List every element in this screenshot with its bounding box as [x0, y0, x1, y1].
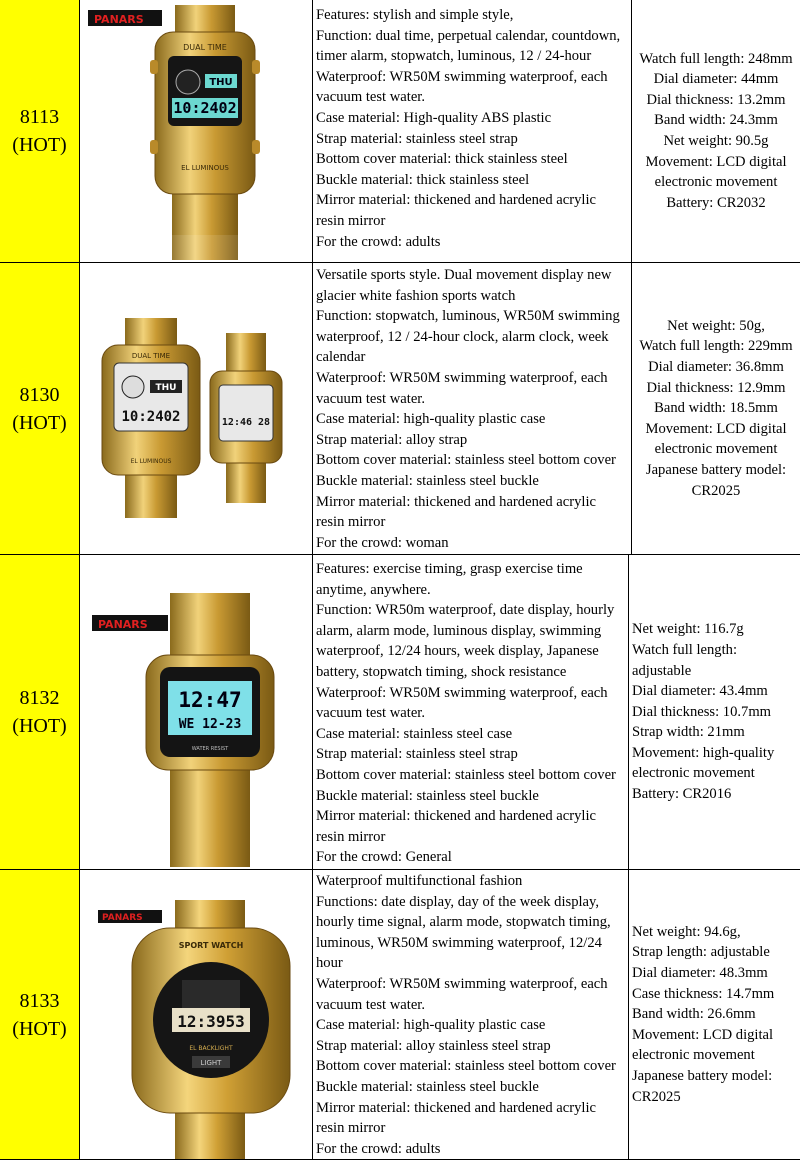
svg-text:EL BACKLIGHT: EL BACKLIGHT — [189, 1045, 233, 1052]
svg-text:12:47: 12:47 — [178, 688, 242, 712]
svg-text:DUAL TIME: DUAL TIME — [183, 43, 227, 52]
brand-logo — [92, 615, 168, 631]
brand-logo-text: PANARS — [102, 913, 143, 923]
model-cell — [0, 870, 80, 1159]
hot-tag: (HOT) — [12, 715, 67, 737]
svg-text:12:3953: 12:3953 — [177, 1012, 245, 1031]
model-cell — [0, 555, 80, 869]
features-text: Features: exercise timing, grasp exercise time anytime, anywhere. Function: WR50m waterproof, date display, hourly alarm, alarm mode, luminous display, swimming waterproof, 12/24 hours, week display, Japanese battery, stopwatch timing, shock resistance Waterproof: WR50M swimming waterproof, each vacuum test water. Case material: stainless steel case Strap material: stainless steel strap Bottom cover material: stainless steel bottom cover Buckle material: stainless steel buckle Mirror material: thickened and hardened acrylic resin mirror For the crowd: General — [314, 555, 629, 869]
brand-logo — [98, 910, 162, 923]
svg-text:SPORT WATCH: SPORT WATCH — [178, 941, 244, 950]
model-number: 8130 — [19, 383, 60, 406]
svg-text:10:2402: 10:2402 — [121, 409, 181, 425]
svg-text:EL LUMINOUS: EL LUMINOUS — [181, 164, 229, 172]
svg-text:EL LUMINOUS: EL LUMINOUS — [130, 458, 172, 465]
product-image-cell — [80, 263, 313, 554]
model-number: 8132 — [19, 687, 60, 709]
product-row-8113 — [0, 0, 800, 263]
specs-text: Net weight: 50g, Watch full length: 229mm Dial diameter: 36.8mm Dial thickness: 12.9mm Band width: 18.5mm Movement: LCD digital electronic movement Japanese battery model: CR2025 — [639, 317, 793, 499]
model-number: 8113 — [19, 106, 60, 128]
watch-image-8133 — [80, 870, 313, 1159]
model-number: 8133 — [19, 989, 60, 1012]
svg-text:DUAL TIME: DUAL TIME — [131, 352, 171, 360]
brand-logo-text: PANARS — [94, 13, 144, 26]
svg-text:10:2402: 10:2402 — [173, 99, 237, 117]
product-image-cell — [80, 0, 313, 262]
svg-text:THU: THU — [209, 77, 233, 88]
product-row-8130 — [0, 263, 800, 555]
model-cell — [0, 0, 80, 262]
brand-logo — [88, 10, 162, 26]
product-image-cell — [80, 870, 313, 1159]
hot-tag: (HOT) — [12, 411, 67, 434]
model-cell — [0, 263, 80, 554]
product-row-8133 — [0, 870, 800, 1160]
specs-text: Watch full length: 248mm Dial diameter: 44mm Dial thickness: 13.2mm Band width: 24.3mm Net weight: 90.5g Movement: LCD digital electronic movement Battery: CR2032 — [639, 50, 793, 211]
features-text: Versatile sports style. Dual movement display new glacier white fashion sports watch Function: stopwatch, luminous, WR50M swimming waterproof, 12 / 24-hour clock, alarm clock, week calendar Waterproof: WR50M swimming waterproof, each vacuum test water. Case material: high-quality plastic case Strap material: alloy strap Bottom cover material: stainless steel bottom cover Buckle material: stainless steel buckle Mirror material: thickened and hardened acrylic resin mirror For the crowd: woman — [314, 263, 632, 554]
hot-tag: (HOT) — [12, 134, 67, 156]
hot-tag: (HOT) — [12, 1017, 67, 1040]
specs-text: Net weight: 116.7g Watch full length: adjustable Dial diameter: 43.4mm Dial thickness: 10.7mm Strap width: 21mm Movement: high-quality electronic movement Battery: CR2016 — [632, 621, 775, 803]
watch-image-8113 — [80, 0, 313, 262]
svg-text:12:46 28: 12:46 28 — [221, 417, 271, 428]
svg-text:WE 12-23: WE 12-23 — [178, 717, 242, 732]
features-text: Waterproof multifunctional fashion Functions: date display, day of the week display, hourly time signal, alarm mode, stopwatch timing, luminous, WR50M swimming waterproof, 12/24 hour Waterproof: WR50M swimming waterproof, each vacuum test water. Case material: high-quality plastic case Strap material: alloy stainless steel strap Bottom cover material: stainless steel bottom cover Buckle material: stainless steel buckle Mirror material: thickened and hardened acrylic resin mirror For the crowd: adults — [314, 870, 629, 1159]
brand-logo-text: PANARS — [98, 618, 148, 631]
features-text: Features: stylish and simple style, Function: dual time, perpetual calendar, countdown, timer alarm, stopwatch, luminous, 12 / 24-hour Waterproof: WR50M swimming waterproof, each vacuum test water. Case material: High-quality ABS plastic Strap material: stainless steel strap Bottom cover material: thick stainless steel Buckle material: thick stainless steel Mirror material: thickened and hardened acrylic resin mirror For the crowd: adults — [314, 0, 632, 262]
product-image-cell — [80, 555, 313, 869]
watch-image-8130 — [80, 263, 313, 554]
product-row-8132 — [0, 555, 800, 870]
specs-text: Net weight: 94.6g, Strap length: adjustable Dial diameter: 48.3mm Case thickness: 14.7mm Band width: 26.6mm Movement: LCD digital electronic movement Japanese battery model: CR2025 — [632, 923, 775, 1105]
svg-text:WATER RESIST: WATER RESIST — [191, 746, 229, 752]
svg-text:LIGHT: LIGHT — [200, 1059, 222, 1067]
watch-image-8132 — [80, 555, 313, 869]
svg-text:THU: THU — [155, 383, 177, 393]
